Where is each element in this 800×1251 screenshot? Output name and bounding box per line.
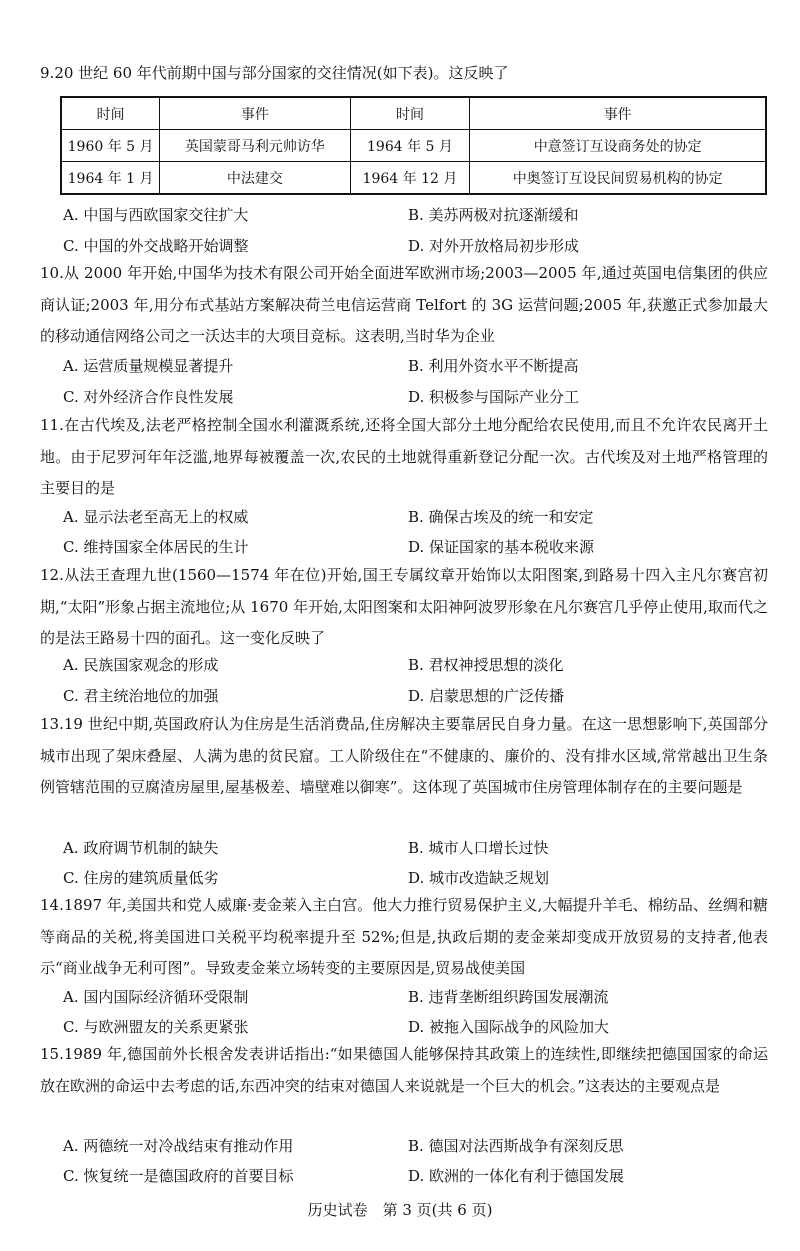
option-a: A. 两德统一对冷战结束有推动作用: [63, 1137, 294, 1155]
option-d: D. 启蒙思想的广泛传播: [408, 687, 565, 705]
table-header-row: [61, 97, 766, 130]
table-cell: 中奥签订互设民间贸易机构的协定: [470, 162, 766, 195]
table-cell: 1960 年 5 月: [61, 130, 160, 162]
table-cell: 中法建交: [160, 162, 350, 195]
table-header: 事件: [470, 97, 766, 130]
option-a: A. 中国与西欧国家交往扩大: [63, 206, 249, 224]
option-b: B. 利用外资水平不断提高: [408, 357, 579, 375]
option-b: B. 确保古埃及的统一和安定: [408, 508, 594, 526]
option-c: C. 对外经济合作良性发展: [63, 388, 234, 406]
option-c: C. 恢复统一是德国政府的首要目标: [63, 1167, 294, 1185]
events-table: [60, 96, 767, 195]
question-number: 15.: [40, 1045, 64, 1063]
table-row: [61, 162, 766, 195]
table-cell: 1964 年 1 月: [61, 162, 160, 195]
table-cell: 英国蒙哥马利元帅访华: [160, 130, 350, 162]
page-footer: 历史试卷 第 3 页(共 6 页): [307, 1201, 493, 1219]
question-number: 13.: [40, 715, 64, 733]
question-13-stem: 13.19 世纪中期,英国政府认为住房是生活消费品,住房解决主要靠居民自身力量。在这一思想影响下,英国部分城市出现了架床叠屋、人满为患的贫民窟。工人阶级住在“不健康的、廉价的、没有排水区域,常常越出卫生条例管辖范围的豆腐渣房屋里,屋基极差、墙壁难以御寒”。这体现了英国城市住房管理体制存在的主要问题是: [40, 715, 768, 796]
option-c: C. 住房的建筑质量低劣: [63, 869, 219, 887]
option-c: C. 维持国家全体居民的生计: [63, 538, 249, 556]
option-a: A. 显示法老至高无上的权威: [63, 508, 249, 526]
option-c: C. 君主统治地位的加强: [63, 687, 219, 705]
option-a: A. 民族国家观念的形成: [63, 656, 219, 674]
question-15-stem: 15.1989 年,德国前外长根舍发表讲话指出:“如果德国人能够保持其政策上的连续性,即继续把德国国家的命运放在欧洲的命运中去考虑的话,东西冲突的结束对德国人来说就是一个巨大的机会。”这表达的主要观点是: [40, 1045, 768, 1095]
question-10-stem: 10.从 2000 年开始,中国华为技术有限公司开始全面进军欧洲市场;2003—2005 年,通过英国电信集团的供应商认证;2003 年,用分布式基站方案解决荷兰电信运营商 Telfort 的 3G 运营问题;2005 年,获邀正式参加最大的移动通信网络公司之一沃达丰的大项目竞标。这表明,当时华为企业: [40, 264, 768, 345]
table-cell: 中意签订互设商务处的协定: [470, 130, 766, 162]
question-number: 14.: [40, 896, 64, 914]
option-a: A. 国内国际经济循环受限制: [63, 988, 249, 1006]
option-d: D. 对外开放格局初步形成: [408, 237, 580, 255]
question-number: 10.: [40, 264, 64, 282]
option-c: C. 与欧洲盟友的关系更紧张: [63, 1018, 249, 1036]
question-number: 12.: [40, 566, 64, 584]
table-row: [61, 130, 766, 162]
option-d: D. 欧洲的一体化有利于德国发展: [408, 1167, 625, 1185]
option-c: C. 中国的外交战略开始调整: [63, 237, 249, 255]
option-b: B. 美苏两极对抗逐渐缓和: [408, 206, 579, 224]
option-d: D. 城市改造缺乏规划: [408, 869, 550, 887]
option-b: B. 城市人口增长过快: [408, 839, 549, 857]
option-a: A. 政府调节机制的缺失: [63, 839, 219, 857]
option-b: B. 君权神授思想的淡化: [408, 656, 564, 674]
option-a: A. 运营质量规模显著提升: [63, 357, 234, 375]
option-b: B. 违背垄断组织跨国发展潮流: [408, 988, 609, 1006]
question-14-stem: 14.1897 年,美国共和党人威廉·麦金莱入主白宫。他大力推行贸易保护主义,大幅提升羊毛、棉纺品、丝绸和糖等商品的关税,将美国进口关税平均税率提升至 52%;但是,执政后期的麦金莱却变成开放贸易的支持者,他表示“商业战争无利可图”。导致麦金莱立场转变的主要原因是,贸易战使美国: [40, 896, 768, 977]
option-d: D. 保证国家的基本税收来源: [408, 538, 595, 556]
option-b: B. 德国对法西斯战争有深刻反思: [408, 1137, 624, 1155]
table-cell: 1964 年 5 月: [350, 130, 470, 162]
table-header: 事件: [160, 97, 350, 130]
question-number: 11.: [40, 416, 64, 434]
question-12-stem: 12.从法王查理九世(1560—1574 年在位)开始,国王专属纹章开始饰以太阳图案,到路易十四入主凡尔赛宫初期,“太阳”形象占据主流地位;从 1670 年开始,太阳图案和太阳神阿波罗形象在凡尔赛宫几乎停止使用,取而代之的是法王路易十四的面孔。这一变化反映了: [40, 566, 768, 647]
table-cell: 1964 年 12 月: [350, 162, 470, 195]
option-d: D. 被拖入国际战争的风险加大: [408, 1018, 610, 1036]
option-d: D. 积极参与国际产业分工: [408, 388, 580, 406]
question-11-stem: 11.在古代埃及,法老严格控制全国水利灌溉系统,还将全国大部分土地分配给农民使用,而且不允许农民离开土地。由于尼罗河年年泛滥,地界每被覆盖一次,农民的土地就得重新登记分配一次。古代埃及对土地严格管理的主要目的是: [40, 416, 768, 497]
question-9-stem: 9.20 世纪 60 年代前期中国与部分国家的交往情况(如下表)。这反映了: [40, 64, 509, 82]
table-header: 时间: [61, 97, 160, 130]
question-number: 9.: [40, 64, 55, 82]
table-header: 时间: [350, 97, 470, 130]
